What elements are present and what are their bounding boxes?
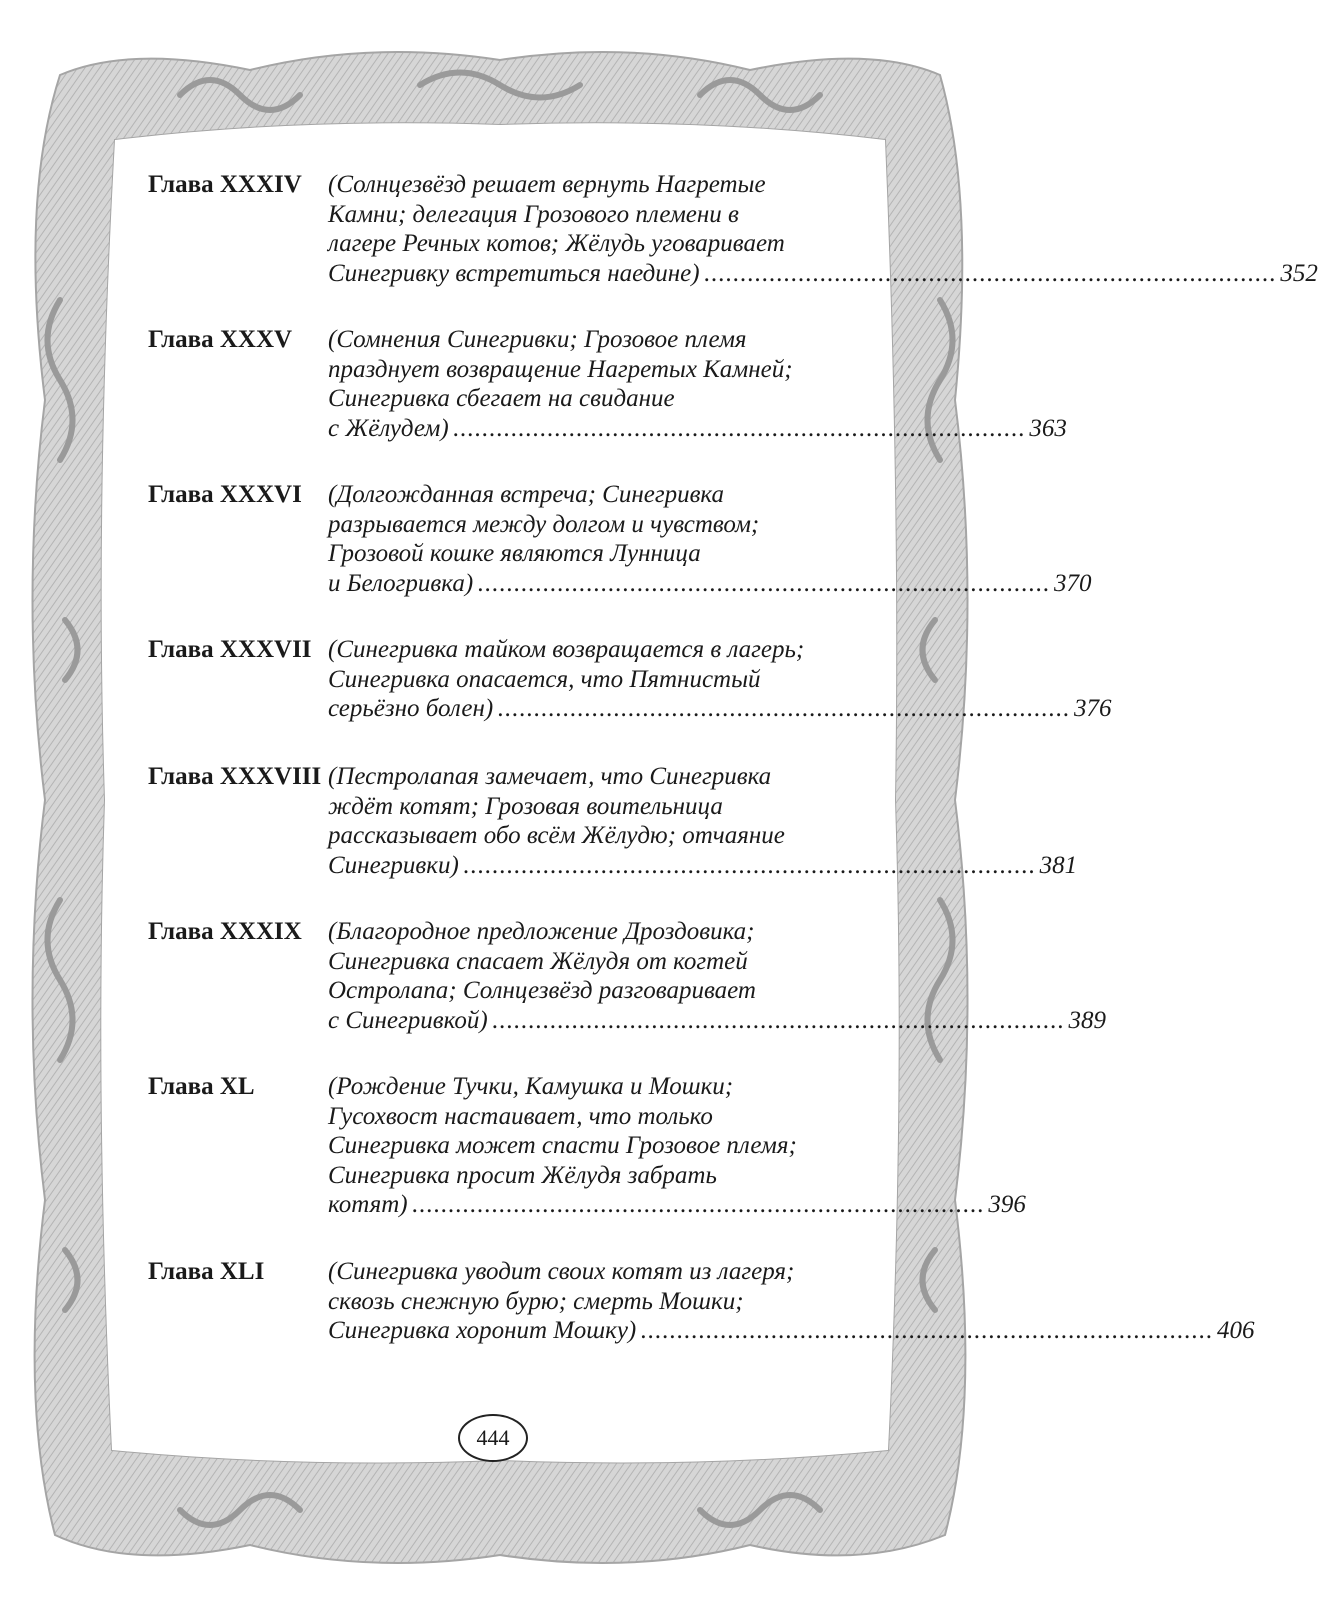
- dot-leader: ...............................................................................: [640, 1317, 1213, 1344]
- page-ref: 370: [1053, 569, 1092, 597]
- toc-entry[interactable]: [148, 635, 1112, 762]
- dot-leader: ...............................................................................: [411, 1191, 985, 1218]
- summary-last-line: [328, 414, 1067, 444]
- toc-entry[interactable]: [148, 917, 1106, 1072]
- toc-entry[interactable]: [148, 325, 1067, 480]
- page-ref: 363: [1029, 414, 1067, 442]
- table-of-contents: [148, 170, 1318, 1357]
- chapter-title: Глава XXXIV: [148, 171, 302, 198]
- summary-line: Грозовой кошке являются Лунница: [328, 540, 701, 567]
- summary-line: (Синегривка тайком возвращается в лагерь;: [328, 636, 805, 663]
- summary-line: рассказывает обо всём Жёлудю; отчаяние: [328, 822, 785, 849]
- summary-line: и Белогривка): [328, 569, 474, 597]
- summary-line: с Жёлудем): [328, 414, 449, 442]
- summary-line: Синегривка хоронит Мошку): [328, 1317, 637, 1344]
- dot-leader: ...............................................................................: [491, 1006, 1065, 1034]
- page-ref: 396: [988, 1191, 1026, 1218]
- summary-line: Синегривка спасает Жёлудя от когтей: [328, 947, 748, 975]
- summary-line: Синегривка опасается, что Пятнистый: [328, 665, 761, 693]
- chapter-title: Глава XXXVII: [148, 636, 312, 663]
- dot-leader: ...............................................................................: [703, 259, 1277, 287]
- summary-line: (Долгожданная встреча; Синегривка: [328, 481, 725, 508]
- summary-line: с Синегривкой): [328, 1006, 488, 1034]
- toc-entry[interactable]: [148, 1072, 1026, 1257]
- toc-entry[interactable]: [148, 1257, 1255, 1357]
- summary-line: лагере Речных котов; Жёлудь уговаривает: [328, 230, 785, 257]
- chapter-summary: [328, 635, 1112, 724]
- summary-line: разрывается между долгом и чувством;: [328, 510, 760, 538]
- summary-last-line: [328, 694, 1112, 724]
- summary-line: сквозь снежную бурю; смерть Мошки;: [328, 1287, 744, 1315]
- chapter-summary: [328, 762, 1078, 880]
- chapter-title: Глава XL: [148, 1073, 255, 1100]
- page-ref: 406: [1217, 1317, 1255, 1344]
- dot-leader: ...............................................................................: [462, 851, 1036, 879]
- summary-line: серьёзно болен): [328, 695, 494, 722]
- summary-line: празднует возвращение Нагретых Камней;: [328, 355, 793, 383]
- summary-last-line: [328, 1190, 1026, 1220]
- chapter-title: Глава XXXVI: [148, 481, 302, 508]
- page-ref: 352: [1280, 259, 1318, 287]
- summary-last-line: [328, 259, 1318, 289]
- summary-last-line: [328, 1316, 1255, 1346]
- summary-line: Синегривки): [328, 851, 459, 879]
- summary-line: (Синегривка уводит своих котят из лагеря;: [328, 1258, 795, 1285]
- chapter-summary: [328, 325, 1067, 443]
- toc-entry[interactable]: [148, 170, 1318, 325]
- chapter-summary: [328, 1257, 1255, 1346]
- summary-line: Синегривка может спасти Грозовое племя;: [328, 1132, 797, 1159]
- summary-line: (Рождение Тучки, Камушка и Мошки;: [328, 1073, 734, 1100]
- chapter-summary: [328, 1072, 1026, 1220]
- page-ref: 376: [1073, 695, 1112, 722]
- chapter-summary: [328, 917, 1106, 1035]
- summary-line: котят): [328, 1191, 408, 1218]
- page-ref: 389: [1068, 1006, 1106, 1034]
- summary-line: Гусохвост настаивает, что только: [328, 1102, 713, 1130]
- chapter-summary: [328, 170, 1318, 288]
- dot-leader: ...............................................................................: [477, 569, 1050, 597]
- summary-line: (Сомнения Синегривки; Грозовое племя: [328, 326, 747, 353]
- summary-line: Синегривку встретиться наедине): [328, 259, 700, 287]
- toc-entry[interactable]: [148, 762, 1078, 917]
- summary-last-line: [328, 851, 1078, 881]
- page-number: 444: [458, 1414, 528, 1462]
- summary-line: (Пестролапая замечает, что Синегривка: [328, 763, 772, 790]
- summary-line: (Благородное предложение Дроздовика;: [328, 918, 755, 945]
- summary-line: Синегривка просит Жёлудя забрать: [328, 1161, 717, 1189]
- chapter-title: Глава XXXV: [148, 326, 293, 353]
- summary-line: Синегривка сбегает на свидание: [328, 385, 675, 412]
- chapter-summary: [328, 480, 1092, 598]
- dot-leader: ...............................................................................: [497, 695, 1070, 722]
- summary-line: Камни; делегация Грозового племени в: [328, 200, 739, 228]
- chapter-title: Глава XLI: [148, 1258, 265, 1285]
- summary-line: ждёт котят; Грозовая воительница: [328, 792, 723, 820]
- summary-last-line: [328, 1006, 1106, 1036]
- summary-line: Остролапа; Солнцезвёзд разговаривает: [328, 977, 756, 1004]
- dot-leader: ...............................................................................: [452, 414, 1026, 442]
- summary-last-line: [328, 569, 1092, 599]
- toc-entry[interactable]: [148, 480, 1092, 635]
- page-ref: 381: [1039, 851, 1078, 879]
- summary-line: (Солнцезвёзд решает вернуть Нагретые: [328, 171, 766, 198]
- chapter-title: Глава XXXIX: [148, 918, 302, 945]
- chapter-title: Глава XXXVIII: [148, 763, 322, 790]
